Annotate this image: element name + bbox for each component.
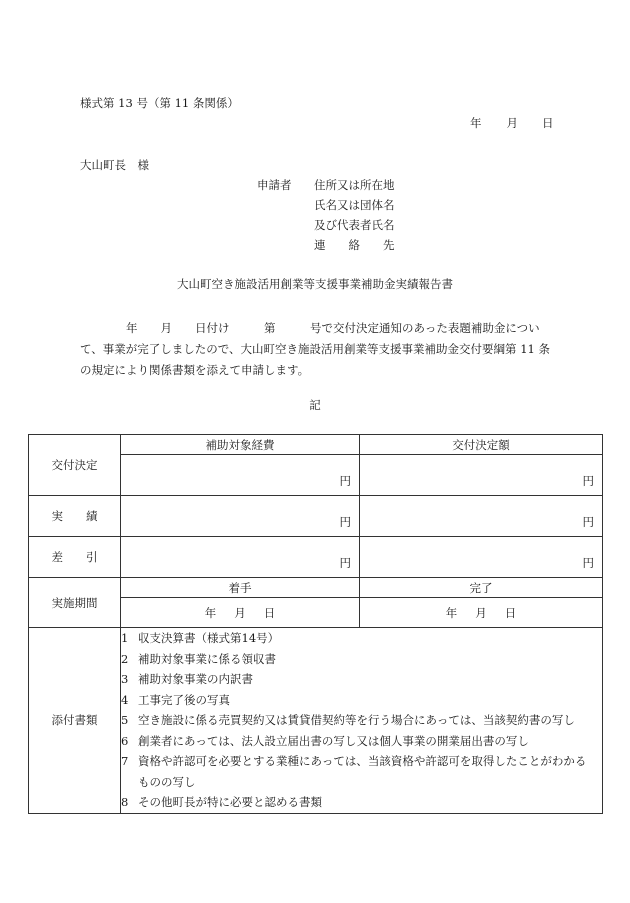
yen-unit: 円: [339, 474, 351, 488]
date-month: 月: [506, 116, 518, 130]
decision-expense-cell[interactable]: [121, 455, 360, 496]
list-item: 1 収支決算書（様式第14号）: [121, 631, 280, 645]
applicant-contact-field: 連 絡 先: [314, 238, 395, 252]
yen-unit: 円: [339, 515, 351, 529]
date-day: 日: [542, 116, 554, 130]
period-end-day: 日: [504, 605, 517, 620]
period-start-day: 日: [263, 605, 276, 620]
body-paragraph: [80, 318, 555, 381]
ki-heading: 記: [309, 398, 321, 412]
row-label-period: 実施期間: [29, 578, 121, 628]
row-label-actual: 実 績: [29, 496, 121, 537]
col-header-expense: 補助対象経費: [121, 435, 360, 455]
date-line: [470, 118, 554, 130]
list-item: 4 工事完了後の写真: [121, 692, 230, 707]
yen-unit: 円: [582, 556, 594, 570]
row-label-decision: 交付決定: [29, 435, 121, 496]
summary-table: [28, 434, 603, 814]
body-line-2: て、事業が完了しましたので、大山町空き施設活用創業等支援事業補助金交付要綱第 11 条: [80, 342, 550, 356]
form-number: 様式第 13 号（第 11 条関係）: [80, 96, 239, 110]
document-title: 大山町空き施設活用創業等支援事業補助金実績報告書: [177, 277, 453, 291]
period-start-month: 月: [234, 605, 246, 620]
actual-grant-cell[interactable]: [360, 496, 603, 537]
yen-unit: 円: [582, 474, 594, 488]
attachments-list: [121, 628, 603, 814]
list-item: 7 資格や許認可を必要とする業種にあっては、当該資格や許認可を取得したことがわかる: [121, 754, 587, 768]
list-item: 8 その他町長が特に必要と認める書類: [121, 795, 322, 809]
applicant-address-field: 住所又は所在地: [314, 178, 395, 192]
col-header-grant: 交付決定額: [360, 435, 603, 455]
list-item: 5 空き施設に係る売買契約又は賃貸借契約等を行う場合にあっては、当該契約書の写し: [121, 713, 575, 727]
list-item: 2 補助対象事業に係る領収書: [121, 651, 276, 666]
body-line-1: 年 月 日付け 第 号で交付決定通知のあった表題補助金につい: [126, 321, 540, 335]
list-item-continuation: ものの写し: [138, 774, 196, 789]
date-year: 年: [470, 116, 482, 130]
actual-expense-cell[interactable]: [121, 496, 360, 537]
period-start-date[interactable]: [121, 598, 360, 628]
row-label-attachments: 添付書類: [29, 628, 121, 814]
applicant-representative-field: 及び代表者氏名: [314, 218, 395, 232]
row-label-difference: 差 引: [29, 537, 121, 578]
period-end-month: 月: [475, 605, 487, 620]
applicant-name-field: 氏名又は団体名: [314, 198, 395, 212]
period-end-date[interactable]: [360, 598, 603, 628]
period-end-year: 年: [445, 605, 458, 620]
difference-grant-cell[interactable]: [360, 537, 603, 578]
difference-expense-cell[interactable]: [121, 537, 360, 578]
period-start-header: 着手: [121, 578, 360, 598]
yen-unit: 円: [582, 515, 594, 529]
body-line-3: の規定により関係書類を添えて申請します。: [80, 363, 310, 377]
decision-grant-cell[interactable]: [360, 455, 603, 496]
period-start-year: 年: [204, 605, 217, 620]
yen-unit: 円: [339, 556, 351, 570]
period-end-header: 完了: [360, 578, 603, 598]
list-item: 3 補助対象事業の内訳書: [121, 672, 253, 686]
addressee: 大山町長 様: [80, 158, 149, 172]
list-item: 6 創業者にあっては、法人設立届出書の写し又は個人事業の開業届出書の写し: [121, 733, 529, 748]
applicant-label: 申請者: [257, 178, 292, 192]
